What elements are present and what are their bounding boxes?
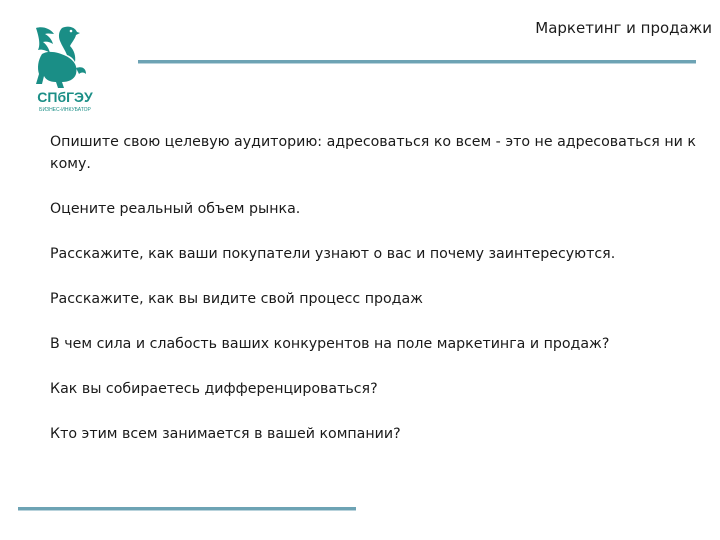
top-divider [138,60,696,64]
content-item: В чем сила и слабость ваших конкурентов на поле маркетинга и продаж? [50,336,610,352]
slide-title: Маркетинг и продажи [535,19,712,37]
content-item: Расскажите, как ваши покупатели узнают о вас и почему заинтересуются. [50,246,616,262]
logo-subtext: БИЗНЕС-ИНКУБАТОР [39,107,91,113]
content-item: Расскажите, как вы видите свой процесс продаж [50,291,423,307]
content-list [50,131,700,468]
bottom-divider [18,507,356,511]
content-item: Кто этим всем занимается в вашей компании? [50,426,401,442]
content-item: Опишите свою целевую аудиторию: адресоваться ко всем - это не адресоваться ни к кому. [50,134,696,172]
spbgeu-logo [28,22,102,114]
griffin-icon [28,22,102,114]
content-item: Как вы собираетесь дифференцироваться? [50,381,378,397]
content-item: Оцените реальный объем рынка. [50,201,301,217]
logo-text: СПбГЭУ [37,89,93,105]
